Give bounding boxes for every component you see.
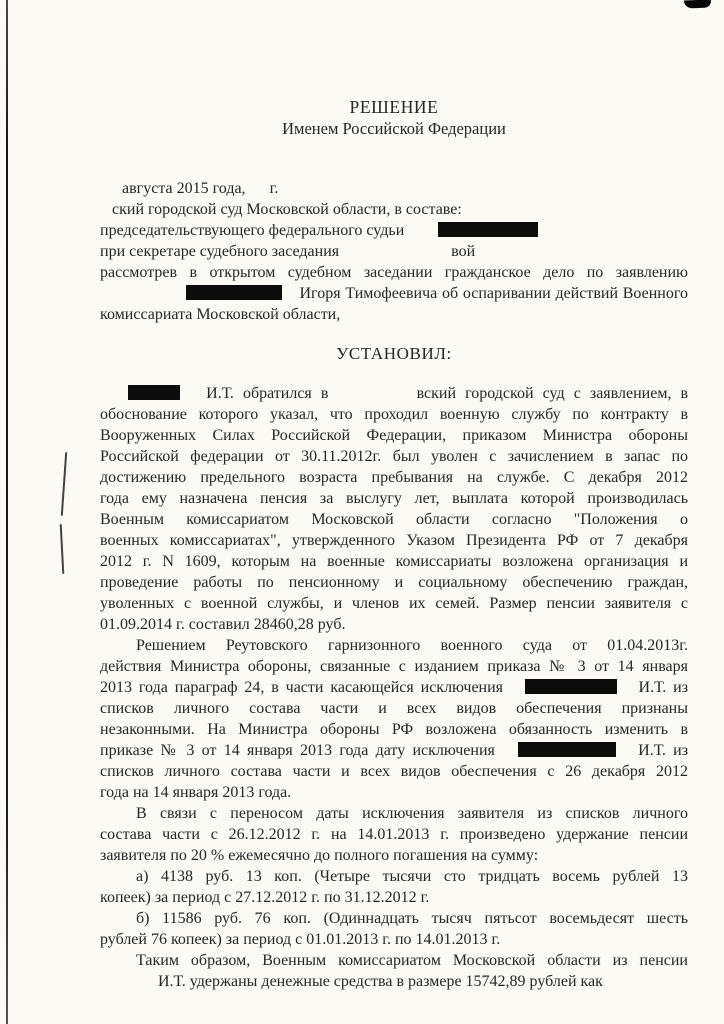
document-header-lines — [100, 178, 688, 325]
text-line — [100, 719, 688, 740]
text-segment: при секретаре судебного заседания — [100, 243, 340, 260]
redaction-gap — [623, 754, 631, 755]
text-segment: заявителя по 20 % ежемесячно до полного погашения на сумму: — [100, 847, 539, 864]
text-segment: проведение работы по пенсионному и социальному обеспечению граждан, — [100, 574, 688, 591]
text-line — [100, 509, 688, 530]
text-segment: Таким образом, Военным комиссариатом Московской области из пенсии — [136, 952, 688, 969]
text-line — [100, 887, 688, 908]
redaction-gap — [250, 192, 266, 193]
text-line — [100, 803, 688, 824]
text-line — [100, 304, 688, 325]
text-line — [100, 740, 688, 761]
redaction-gap — [343, 255, 447, 256]
text-line — [100, 761, 688, 782]
text-segment: военных комиссариатах", утвержденного Указом Президента РФ от 7 декабря — [100, 532, 688, 549]
text-segment: незаконными. На Министра обороны РФ возложена обязанность изменить в — [100, 721, 688, 738]
text-segment: Российской федерации от 30.11.2012г. был уволен с зачислением в запас по — [100, 448, 688, 465]
text-line — [100, 908, 688, 929]
text-segment: И.Т. из — [638, 679, 688, 696]
redaction-gap — [408, 234, 434, 235]
text-line — [100, 971, 688, 992]
document-body-lines — [100, 383, 688, 992]
text-segment: приказе № 3 от 14 января 2013 года дату исключения — [100, 742, 495, 759]
text-segment: действия Министра обороны, связанные с изданием приказа № 3 от 14 января — [100, 658, 688, 675]
text-segment: года на 14 января 2013 года. — [100, 784, 292, 801]
section-heading: УСТАНОВИЛ: — [336, 344, 452, 363]
text-line — [100, 782, 688, 803]
text-line — [100, 698, 688, 719]
text-line — [100, 656, 688, 677]
text-line — [100, 950, 688, 971]
text-segment: достижению предельного возраста пребывания на службе. С декабря 2012 — [100, 469, 688, 486]
text-line — [100, 593, 688, 614]
document-text — [100, 96, 688, 992]
text-line — [100, 866, 688, 887]
text-line — [100, 262, 688, 283]
text-line — [100, 383, 688, 404]
text-line — [100, 467, 688, 488]
text-line — [100, 530, 688, 551]
text-line — [100, 220, 688, 241]
text-segment: рублей 76 копеек) за период с 01.01.2013 г. по 14.01.2013 г. — [100, 931, 501, 948]
text-segment: состава части с 26.12.2012 г. на 14.01.2013 г. произведено удержание пенсии — [100, 826, 688, 843]
text-segment: 2013 года параграф 24, в части касающейся исключения — [100, 679, 504, 696]
text-line — [100, 551, 688, 572]
text-segment: а) 4138 руб. 13 коп. (Четыре тысячи сто тридцать восемь рублей 13 — [136, 868, 688, 885]
text-segment: уволенных с военной службы, и членов их семей. Размер пенсии заявителя с — [100, 595, 688, 612]
redaction-box — [128, 385, 180, 400]
redaction-gap — [502, 754, 510, 755]
text-line — [100, 425, 688, 446]
text-segment: б) 11586 руб. 76 коп. (Одиннадцать тысяч пятьсот восемьдесят шесть — [136, 910, 688, 927]
text-line — [100, 199, 688, 220]
text-segment: г. — [269, 180, 279, 197]
text-line — [100, 404, 688, 425]
text-segment: Военным комиссариатом Московской области согласно "Положения о — [100, 511, 688, 528]
text-line — [100, 929, 688, 950]
redaction-gap — [624, 691, 632, 692]
text-line — [100, 572, 688, 593]
redaction-box — [438, 222, 538, 237]
text-line — [100, 488, 688, 509]
text-segment: года ему назначена пенсия за выслугу лет, выплата которой производилась — [100, 490, 688, 507]
text-segment: Вооруженных Силах Российской Федерации, приказом Министра обороны — [100, 427, 688, 444]
text-line — [100, 635, 688, 656]
text-segment: вой — [451, 243, 476, 260]
text-segment: комиссариата Московской области, — [100, 306, 341, 323]
redaction-box — [186, 285, 282, 300]
text-segment: обоснование которого указал, что проходил военную службу по контракту в — [100, 406, 688, 423]
text-segment: августа 2015 года, — [122, 180, 246, 197]
redaction-box — [518, 742, 616, 757]
text-line — [100, 283, 688, 304]
redaction-box — [525, 679, 617, 694]
text-segment: И.Т. обратился в — [206, 385, 329, 402]
margin-pen-stroke — [60, 524, 65, 574]
text-line — [100, 241, 688, 262]
text-line — [100, 446, 688, 467]
text-segment: председательствующего федерального судьи — [100, 222, 405, 239]
text-segment: И.Т. из — [638, 742, 688, 759]
margin-pen-stroke — [61, 452, 67, 516]
text-segment: списков личного состава части и всех видов обеспечения признаны — [100, 700, 688, 717]
text-line — [100, 677, 688, 698]
text-line — [100, 178, 688, 199]
text-line — [100, 845, 688, 866]
redaction-gap — [337, 397, 407, 398]
text-segment: копеек) за период с 27.12.2012 г. по 31.12.2012 г. — [100, 889, 430, 906]
text-line — [100, 614, 688, 635]
text-segment: рассмотрев в открытом судебном заседании гражданское дело по заявлению — [100, 264, 688, 281]
redaction-gap — [189, 397, 197, 398]
text-segment: 2012 г. N 1609, которым на военные комиссариаты возложена организация и — [100, 553, 688, 570]
document-subtitle: Именем Российской Федерации — [282, 119, 506, 138]
corner-ink-mark — [684, 0, 711, 8]
document-title: РЕШЕНИЕ — [349, 97, 439, 117]
text-segment: списков личного состава части и всех видов обеспечения с 26 декабря 2012 — [100, 763, 688, 780]
text-segment: И.Т. удержаны денежные средства в размере 15742,89 рублей как — [158, 973, 603, 990]
text-segment: Решением Реутовского гарнизонного военного суда от 01.04.2013г. — [136, 637, 688, 654]
text-segment: вский городской суд с заявлением, в — [416, 385, 688, 402]
text-line — [100, 824, 688, 845]
scan-edge-artifact — [6, 0, 8, 1024]
text-segment: ский городской суд Московской области, в составе: — [112, 201, 462, 218]
text-segment: В связи с переносом даты исключения заявителя из списков личного — [136, 805, 688, 822]
text-segment: Игоря Тимофеевича об оспаривании действий Военного — [299, 285, 688, 302]
text-segment: 01.09.2014 г. составил 28460,28 руб. — [100, 616, 346, 633]
redaction-gap — [287, 297, 295, 298]
redaction-gap — [510, 691, 518, 692]
